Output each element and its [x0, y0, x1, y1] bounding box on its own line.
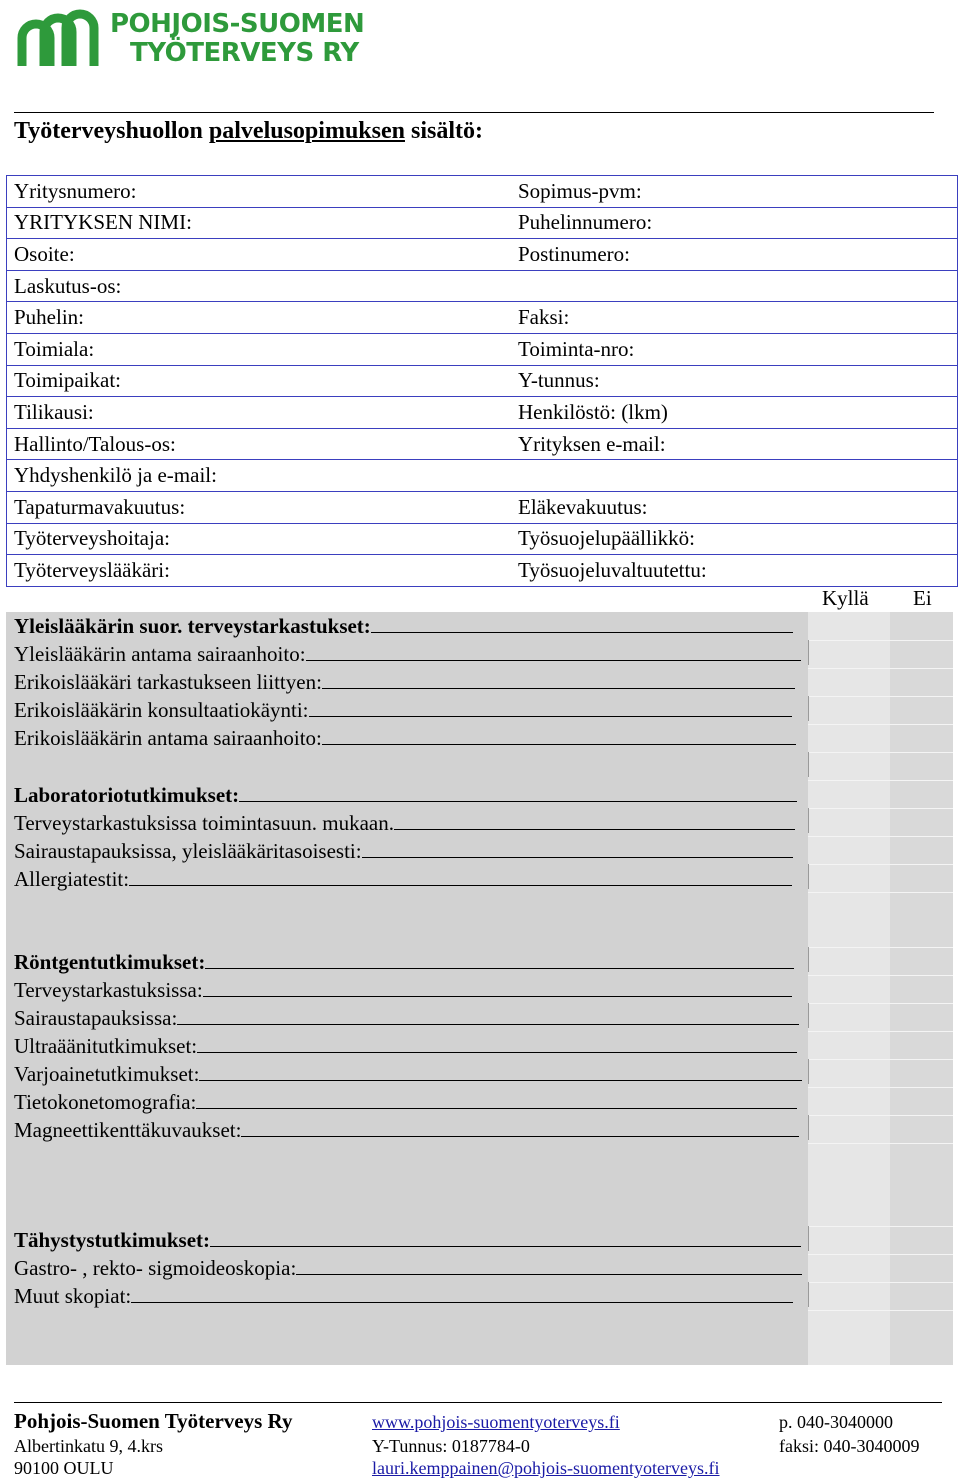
service-question-label: Laboratoriotutkimukset: [14, 783, 240, 807]
answer-fill-line[interactable] [205, 950, 794, 969]
info-field-right[interactable]: Postinumero: [511, 239, 958, 271]
logo-wordmark [110, 10, 364, 68]
checkbox-grid-line [808, 1031, 953, 1032]
service-question-label: Sairaustapauksissa: [14, 1006, 178, 1030]
info-field-right[interactable]: Työsuojeluvaltuutettu: [511, 555, 958, 587]
checkbox-grid-line [808, 975, 953, 976]
service-question-label: Terveystarkastuksissa: [14, 978, 203, 1002]
footer-address-city: 90100 OULU [14, 1458, 114, 1478]
info-row [7, 207, 958, 239]
checkbox-grid-line [808, 1003, 953, 1004]
info-field-right[interactable]: Sopimus-pvm: [511, 176, 958, 208]
checkbox-grid-line [808, 1087, 953, 1088]
answer-fill-line[interactable] [196, 1090, 797, 1109]
service-question-label: Erikoislääkäri tarkastukseen liittyen: [14, 670, 322, 694]
info-row [7, 270, 958, 302]
service-question-row [14, 1062, 802, 1087]
checkbox-cell-edge [808, 1059, 809, 1084]
checkbox-grid-line [808, 1282, 953, 1283]
info-field-left[interactable]: Yritysnumero: [7, 176, 512, 208]
answer-fill-line[interactable] [197, 1034, 797, 1053]
checkbox-grid-line [808, 724, 953, 725]
org-logo [14, 8, 394, 70]
service-question-label: Erikoislääkärin antama sairaanhoito: [14, 726, 322, 750]
service-question-label: Tietokonetomografia: [14, 1090, 197, 1114]
service-question-label: Yleislääkärin suor. terveystarkastukset: [14, 614, 371, 638]
info-row [7, 239, 958, 271]
service-question-label: Magneettikenttäkuvaukset: [14, 1118, 242, 1142]
service-question-row [14, 950, 794, 975]
answer-fill-line[interactable] [322, 670, 795, 689]
footer-fax: faksi: 040-3040009 [779, 1436, 920, 1456]
service-question-label: Röntgentutkimukset: [14, 950, 206, 974]
service-question-row [14, 698, 792, 723]
answer-fill-line[interactable] [241, 1118, 799, 1137]
service-question-label: Sairaustapauksissa, yleislääkäritasoisesti: [14, 839, 362, 863]
answer-fill-line[interactable] [131, 1284, 793, 1303]
info-field-left[interactable]: Työterveyslääkäri: [7, 555, 512, 587]
yes-column-header: Kyllä [822, 586, 869, 610]
answer-fill-line[interactable] [203, 978, 792, 997]
info-row [7, 302, 958, 334]
checkbox-grid-line [808, 1143, 953, 1144]
info-field-left[interactable]: Osoite: [7, 239, 512, 271]
service-question-label: Muut skopiat: [14, 1284, 132, 1308]
checkbox-grid-line [808, 640, 953, 641]
page-title: Työterveyshuollon palvelusopimuksen sisältö: [14, 118, 483, 144]
checkbox-cell-edge [808, 1003, 809, 1028]
info-row [7, 176, 958, 208]
checkbox-grid-line [808, 864, 953, 865]
footer-org-name: Pohjois-Suomen Työterveys Ry [14, 1409, 293, 1433]
answer-fill-line[interactable] [306, 642, 801, 661]
checkbox-cell-edge [808, 947, 809, 972]
info-row [7, 523, 958, 555]
checkbox-cell-edge [808, 864, 809, 889]
service-question-label: Gastro- , rekto- sigmoideoskopia: [14, 1256, 297, 1280]
answer-fill-line[interactable] [362, 839, 793, 858]
answer-fill-line[interactable] [177, 1006, 799, 1025]
logo-line-2: TYÖTERVEYS RY [130, 38, 359, 68]
answer-fill-line[interactable] [129, 867, 792, 886]
service-question-label: Varjoainetutkimukset: [14, 1062, 200, 1086]
info-field-left[interactable]: Työterveyshoitaja: [7, 523, 512, 555]
info-field-left[interactable]: Tilikausi: [7, 397, 512, 429]
service-question-label: Allergiatestit: [14, 867, 130, 891]
info-row [7, 460, 958, 492]
info-field-left[interactable]: Toimiala: [7, 333, 512, 365]
header-divider [14, 112, 934, 113]
service-question-label: Yleislääkärin antama sairaanhoito: [14, 642, 306, 666]
answer-fill-line[interactable] [210, 1228, 801, 1247]
checkbox-cell-edge [808, 1226, 809, 1251]
footer-phone: p. 040-3040000 [779, 1412, 893, 1432]
checkbox-grid-line [808, 808, 953, 809]
info-field-right[interactable]: Henkilöstö: (lkm) [511, 397, 958, 429]
footer-website-link[interactable]: www.pohjois-suomentyoterveys.fi [372, 1412, 620, 1432]
service-question-row [14, 978, 792, 1003]
info-row [7, 397, 958, 429]
info-row [7, 333, 958, 365]
checkbox-grid-line [808, 780, 953, 781]
checkbox-grid-line [808, 1115, 953, 1116]
footer-business-id: Y-Tunnus: 0187784-0 [372, 1436, 530, 1456]
checkbox-grid-line [808, 668, 953, 669]
info-field-left[interactable]: YRITYKSEN NIMI: [7, 207, 512, 239]
info-row [7, 428, 958, 460]
checkbox-grid-line [808, 892, 953, 893]
answer-fill-line[interactable] [394, 811, 795, 830]
footer-email-link[interactable]: lauri.kemppainen@pohjois-suomentyoterveys.fi [372, 1458, 720, 1478]
info-field-right[interactable] [511, 460, 958, 492]
service-question-row [14, 1034, 797, 1059]
service-question-row [14, 811, 795, 836]
checkbox-cell-edge [808, 1282, 809, 1307]
service-question-row [14, 1090, 797, 1115]
checkbox-cell-edge [808, 752, 809, 777]
checkbox-cell-edge [808, 808, 809, 833]
checkbox-grid-line [808, 1226, 953, 1227]
info-field-right[interactable]: Puhelinnumero: [511, 207, 958, 239]
footer-divider [14, 1402, 942, 1403]
info-field-right[interactable]: Yrityksen e-mail: [511, 428, 958, 460]
info-field-right[interactable]: Toiminta-nro: [511, 333, 958, 365]
checkbox-grid-line [808, 1310, 953, 1311]
info-field-right[interactable] [511, 270, 958, 302]
service-question-row [14, 670, 795, 695]
answer-fill-line[interactable] [371, 614, 793, 633]
service-question-row [14, 1006, 799, 1031]
no-column-header: Ei [913, 586, 932, 610]
info-field-left[interactable]: Laskutus-os: [7, 270, 512, 302]
service-question-label: Erikoislääkärin konsultaatiokäynti: [14, 698, 309, 722]
service-question-row [14, 1284, 793, 1309]
company-info-table [6, 175, 958, 587]
service-question-row [14, 867, 792, 892]
info-row [7, 365, 958, 397]
info-field-right[interactable]: Y-tunnus: [511, 365, 958, 397]
service-question-row [14, 642, 801, 667]
answer-fill-line[interactable] [199, 1062, 802, 1081]
footer-address-street: Albertinkatu 9, 4.krs [14, 1436, 163, 1456]
info-field-left[interactable]: Puhelin: [7, 302, 512, 334]
service-question-label: Ultraäänitutkimukset: [14, 1034, 198, 1058]
service-question-row [14, 783, 797, 808]
service-question-row [14, 1228, 801, 1253]
checkbox-grid-line [808, 836, 953, 837]
service-question-row [14, 1256, 802, 1281]
checkbox-cell-edge [808, 696, 809, 721]
info-field-left[interactable]: Tapaturmavakuutus: [7, 491, 512, 523]
checkbox-cell-edge [808, 1115, 809, 1140]
answer-fill-line[interactable] [239, 783, 797, 802]
logo-arches-icon [14, 8, 106, 68]
answer-fill-line[interactable] [322, 726, 796, 745]
checkbox-grid-line [808, 1059, 953, 1060]
logo-line-1: POHJOIS-SUOMEN [110, 9, 365, 39]
checkbox-cell-edge [808, 640, 809, 665]
service-question-row [14, 839, 793, 864]
service-question-row [14, 614, 793, 639]
info-field-left[interactable]: Yhdyshenkilö ja e-mail: [7, 460, 512, 492]
service-question-label: Tähystystutkimukset: [14, 1228, 211, 1252]
info-row [7, 491, 958, 523]
checkbox-grid-line [808, 696, 953, 697]
info-field-right[interactable]: Eläkevakuutus: [511, 491, 958, 523]
checkbox-grid-line [808, 752, 953, 753]
answer-fill-line[interactable] [309, 698, 792, 717]
info-field-right[interactable]: Faksi: [511, 302, 958, 334]
checkbox-grid-line [808, 1254, 953, 1255]
info-field-left[interactable]: Hallinto/Talous-os: [7, 428, 512, 460]
checkbox-grid-line [808, 947, 953, 948]
service-question-row [14, 1118, 799, 1143]
answer-fill-line[interactable] [296, 1256, 802, 1275]
info-field-right[interactable]: Työsuojelupäällikkö: [511, 523, 958, 555]
info-row [7, 555, 958, 587]
service-question-row [14, 726, 796, 751]
service-question-label: Terveystarkastuksissa toimintasuun. mukaan. [14, 811, 394, 835]
info-field-left[interactable]: Toimipaikat: [7, 365, 512, 397]
